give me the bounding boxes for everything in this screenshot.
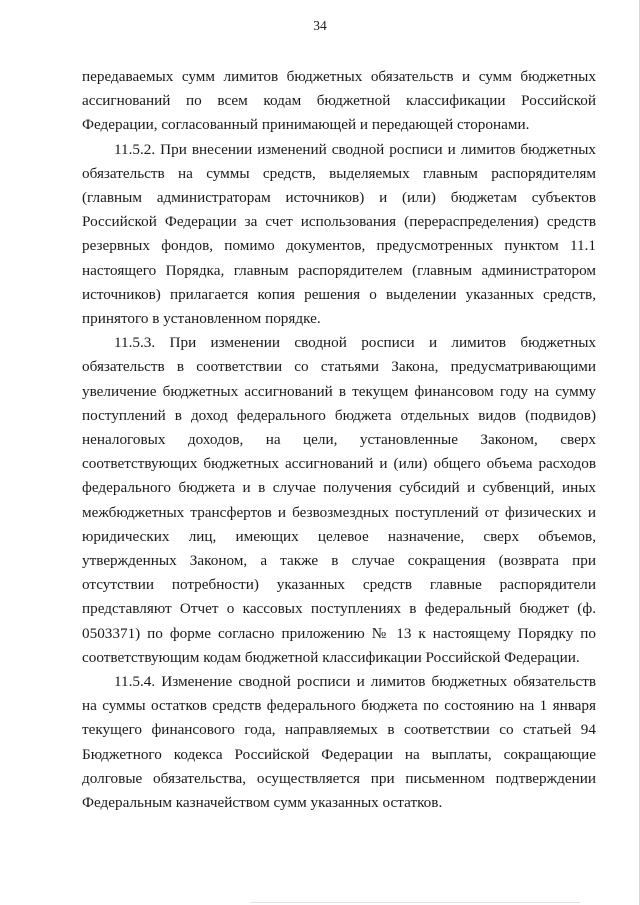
- paragraph-11-5-4: 11.5.4. Изменение сводной росписи и лимитов бюджетных обязательств на суммы остатков средств федерального бюджета по состоянию на 1 января текущего финансового года, направляемых в соответствии со статьей 94 Бюджетного кодекса Российской Федерации на выплаты, сокращающие долговые обязательства, осуществляется при письменном подтверждении Федеральным казначейством сумм указанных остатков.: [82, 673, 596, 812]
- page-number: 34: [313, 18, 327, 33]
- scan-artifact-line: [250, 902, 580, 903]
- paragraph-continuation: передаваемых сумм лимитов бюджетных обязательств и сумм бюджетных ассигнований по всем кодам бюджетной классификации Российской Федерации, согласованный принимающей и передающей сторонами.: [82, 68, 596, 134]
- paragraph-11-5-3: 11.5.3. При изменении сводной росписи и лимитов бюджетных обязательств в соответствии со статьями Закона, предусматривающими увеличение бюджетных ассигнований в текущем финансовом году на сумму поступлений в доход федерального бюджета отдельных видов (подвидов) неналоговых доходов, на цели, установленные Законом, сверх соответствующих бюджетных ассигнований и (или) общего объема расходов федерального бюджета и в случае получения субсидий и субвенций, иных межбюджетных трансфертов и безвозмездных поступлений от физических и юридических лиц, имеющих целевое назначение, сверх объемов, утвержденных Законом, а также в случае сокращения (возврата при отсутствии потребности) указанных средств главные распорядители представляют Отчет о кассовых поступлениях в федеральный бюджет (ф. 0503371) по форме согласно приложению № 13 к настоящему Порядку по соответствующим кодам бюджетной классификации Российской Федерации.: [82, 334, 596, 666]
- paragraph-11-5-2: 11.5.2. При внесении изменений сводной росписи и лимитов бюджетных обязательств на суммы средств, выделяемых главным распорядителям (главным администраторам источников) и (или) бюджетам субъектов Российской Федерации за счет использования (перераспределения) средств резервных фондов, помимо документов, предусмотренных пунктом 11.1 настоящего Порядка, главным распорядителем (главным администратором источников) прилагается копия решения о выделении указанных средств, принятого в установленном порядке.: [82, 140, 596, 328]
- document-body: [82, 65, 596, 815]
